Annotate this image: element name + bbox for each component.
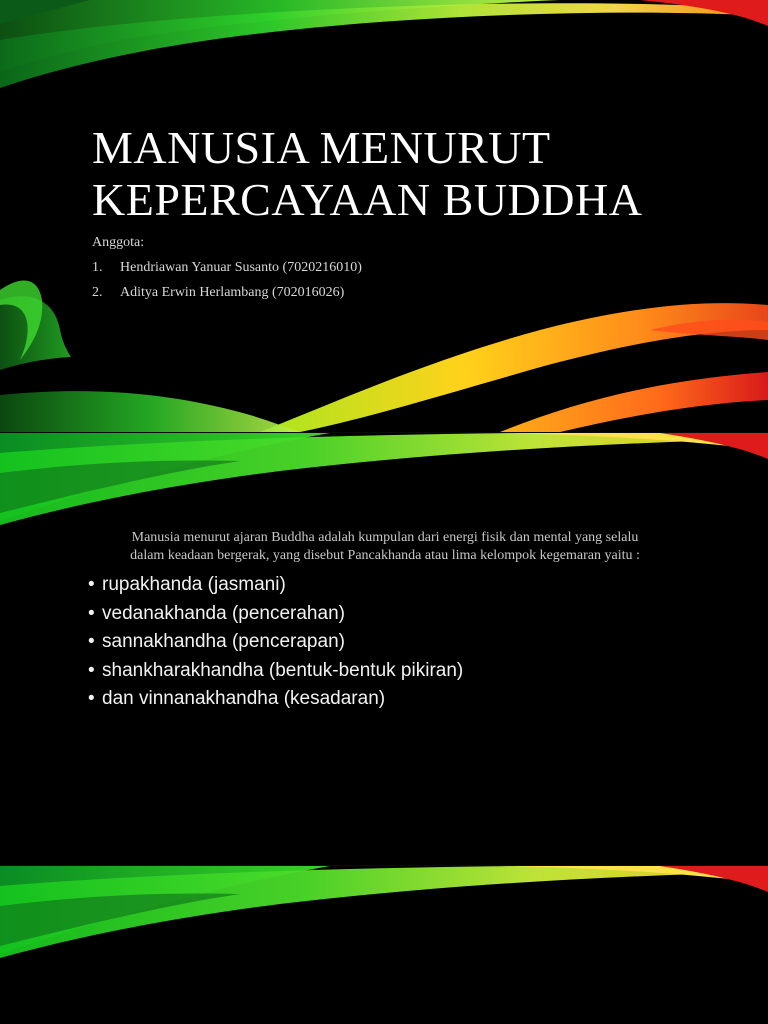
intro-paragraph <box>40 529 730 565</box>
bullet-text: vedanakhanda (pencerahan) <box>102 602 345 624</box>
list-item <box>88 685 463 714</box>
list-item <box>88 657 463 686</box>
bullet-list <box>88 571 463 714</box>
partial-slide <box>0 866 768 1024</box>
bullet-marker: • <box>88 574 95 595</box>
list-item <box>88 600 463 629</box>
bullet-text: rupakhanda (jasmani) <box>102 574 286 595</box>
intro-line-2: dalam keadaan bergerak, yang disebut Pancakhanda atau lima kelompok kegemaran yaitu : <box>130 548 640 563</box>
bullet-marker: • <box>88 659 95 681</box>
members-label: Anggota: <box>92 235 145 250</box>
swoosh-decoration <box>0 866 768 1024</box>
member-name: Hendriawan Yanuar Susanto (7020216010) <box>120 260 362 275</box>
bullet-marker: • <box>88 631 95 652</box>
slide-title <box>92 122 642 226</box>
list-item <box>88 628 463 657</box>
bullet-text: dan vinnanakhandha (kesadaran) <box>102 688 386 709</box>
title-line-2: KEPERCAYAAN BUDDHA <box>92 174 643 225</box>
bullet-marker: • <box>88 688 95 709</box>
title-line-1: MANUSIA MENURUT <box>92 122 551 173</box>
intro-line-1: Manusia menurut ajaran Buddha adalah kumpulan dari energi fisik dan mental yang selalu <box>131 530 639 545</box>
list-item <box>88 571 463 600</box>
title-slide <box>0 0 768 432</box>
member-item <box>92 255 362 280</box>
member-name: Aditya Erwin Herlambang (702016026) <box>120 285 345 300</box>
members-block <box>92 230 362 305</box>
bullet-text: shankharakhandha (bentuk-bentuk pikiran) <box>102 659 464 681</box>
member-number: 2. <box>92 285 103 300</box>
bullet-text: sannakhandha (pencerapan) <box>102 631 345 652</box>
member-item <box>92 280 362 305</box>
content-slide <box>0 433 768 865</box>
bullet-marker: • <box>88 602 95 624</box>
member-number: 1. <box>92 260 103 275</box>
